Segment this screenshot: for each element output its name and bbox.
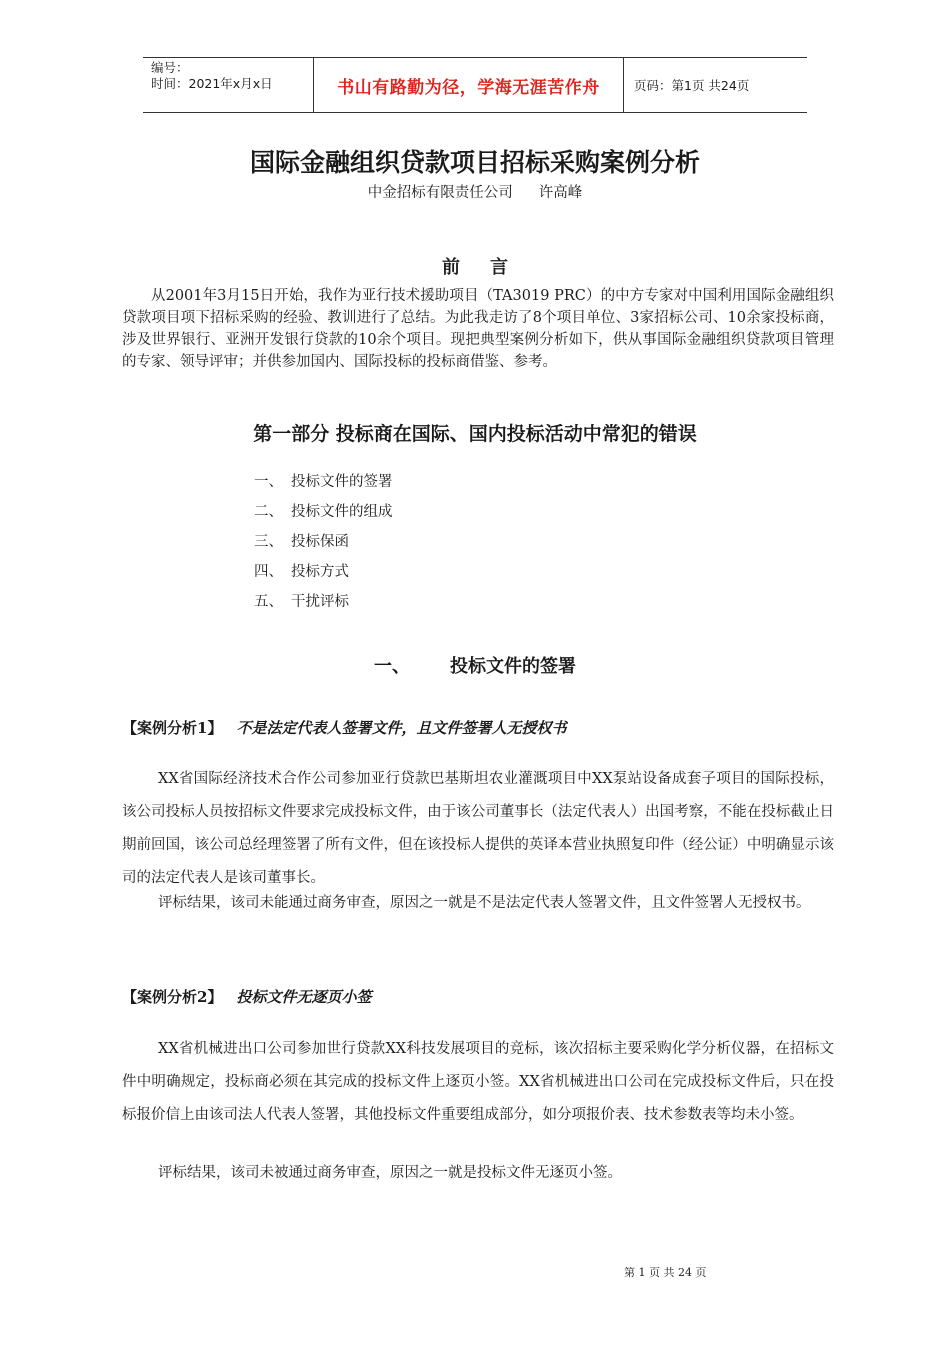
case1-title: 不是法定代表人签署文件，且文件签署人无授权书 bbox=[236, 719, 567, 737]
outline-item-number: 一、 bbox=[254, 474, 283, 490]
number-label: 编号： bbox=[151, 60, 189, 75]
case1-paragraph-2: 评标结果，该司未能通过商务审查，原因之一就是不是法定代表人签署文件，且文件签署人无授权书。 bbox=[158, 895, 811, 911]
case2-heading bbox=[122, 986, 371, 1007]
section1-title: 投标文件的签署 bbox=[450, 656, 576, 677]
outline-item bbox=[254, 470, 393, 500]
outline-item bbox=[254, 590, 393, 620]
case2-paragraph-2: 评标结果，该司未被通过商务审查，原因之一就是投标文件无逐页小签。 bbox=[158, 1165, 622, 1181]
motto: 书山有路勤为径，学海无涯苦作舟 bbox=[313, 58, 624, 112]
preface-heading: 前言 bbox=[442, 257, 538, 278]
preface-paragraph: 从2001年3月15日开始，我作为亚行技术援助项目（TA3019 PRC）的中方专家对中国利用国际金融组织贷款项目项下招标采购的经验、教训进行了总结。为此我走访了8个项目单位、3家招标公司、10余家投标商，涉及世界银行、亚洲开发银行贷款的10余个项目。现把典型案例分析如下，供从事国际金融组织贷款项目管理的专家、领导评审；并供参加国内、国际投标的投标商借鉴、参考。 bbox=[122, 288, 834, 370]
case2-paragraph-1: XX省机械进出口公司参加世行贷款XX科技发展项目的竞标，该次招标主要采购化学分析仪器，在招标文件中明确规定，投标商必须在其完成的投标文件上逐页小签。XX省机械进出口公司在完成投标文件后，只在投标报价信上由该司法人代表人签署，其他投标文件重要组成部分，如分项报价表、技术参数表等均未小签。 bbox=[122, 1041, 834, 1123]
header-table bbox=[143, 57, 807, 113]
outline-item-number: 三、 bbox=[254, 534, 283, 550]
case2-title: 投标文件无逐页小签 bbox=[236, 988, 372, 1006]
outline-item-number: 五、 bbox=[254, 594, 283, 610]
header-meta bbox=[143, 58, 313, 112]
page-footer: 第 1 页 共 24 页 bbox=[624, 1266, 707, 1279]
part1-heading: 第一部分 投标商在国际、国内投标活动中常犯的错误 bbox=[253, 423, 697, 445]
section1-number: 一、 bbox=[374, 656, 410, 677]
outline-item-number: 二、 bbox=[254, 504, 283, 520]
case2-label: 【案例分析2】 bbox=[122, 988, 223, 1006]
outline-item bbox=[254, 500, 393, 530]
section1-heading bbox=[0, 652, 950, 678]
author-name: 许高峰 bbox=[538, 185, 583, 201]
outline-item-label: 投标文件的签署 bbox=[291, 474, 393, 490]
outline-item-label: 投标方式 bbox=[291, 564, 349, 580]
case1-label: 【案例分析1】 bbox=[122, 719, 223, 737]
page-info: 页码：第1页 共24页 bbox=[634, 78, 750, 93]
company-name: 中金招标有限责任公司 bbox=[367, 185, 513, 201]
date-label: 时间：2021年x月x日 bbox=[151, 76, 273, 91]
case1-paragraph-1: XX省国际经济技术合作公司参加亚行贷款巴基斯坦农业灌溉项目中XX泵站设备成套子项目的国际投标，该公司投标人员按招标文件要求完成投标文件，由于该公司董事长（法定代表人）出国考察，不能在投标截止日期前回国，该公司总经理签署了所有文件，但在该投标人提供的英译本营业执照复印件（经公证）中明确显示该司的法定代表人是该司董事长。 bbox=[122, 771, 834, 886]
outline-item bbox=[254, 560, 393, 590]
outline-item-number: 四、 bbox=[254, 564, 283, 580]
outline-item bbox=[254, 530, 393, 560]
document-title: 国际金融组织贷款项目招标采购案例分析 bbox=[249, 148, 700, 177]
case1-heading bbox=[122, 717, 566, 738]
outline-item-label: 干扰评标 bbox=[291, 594, 349, 610]
outline-item-label: 投标文件的组成 bbox=[291, 504, 393, 520]
part1-outline bbox=[254, 470, 393, 620]
outline-item-label: 投标保函 bbox=[291, 534, 349, 550]
document-subtitle bbox=[0, 181, 950, 202]
